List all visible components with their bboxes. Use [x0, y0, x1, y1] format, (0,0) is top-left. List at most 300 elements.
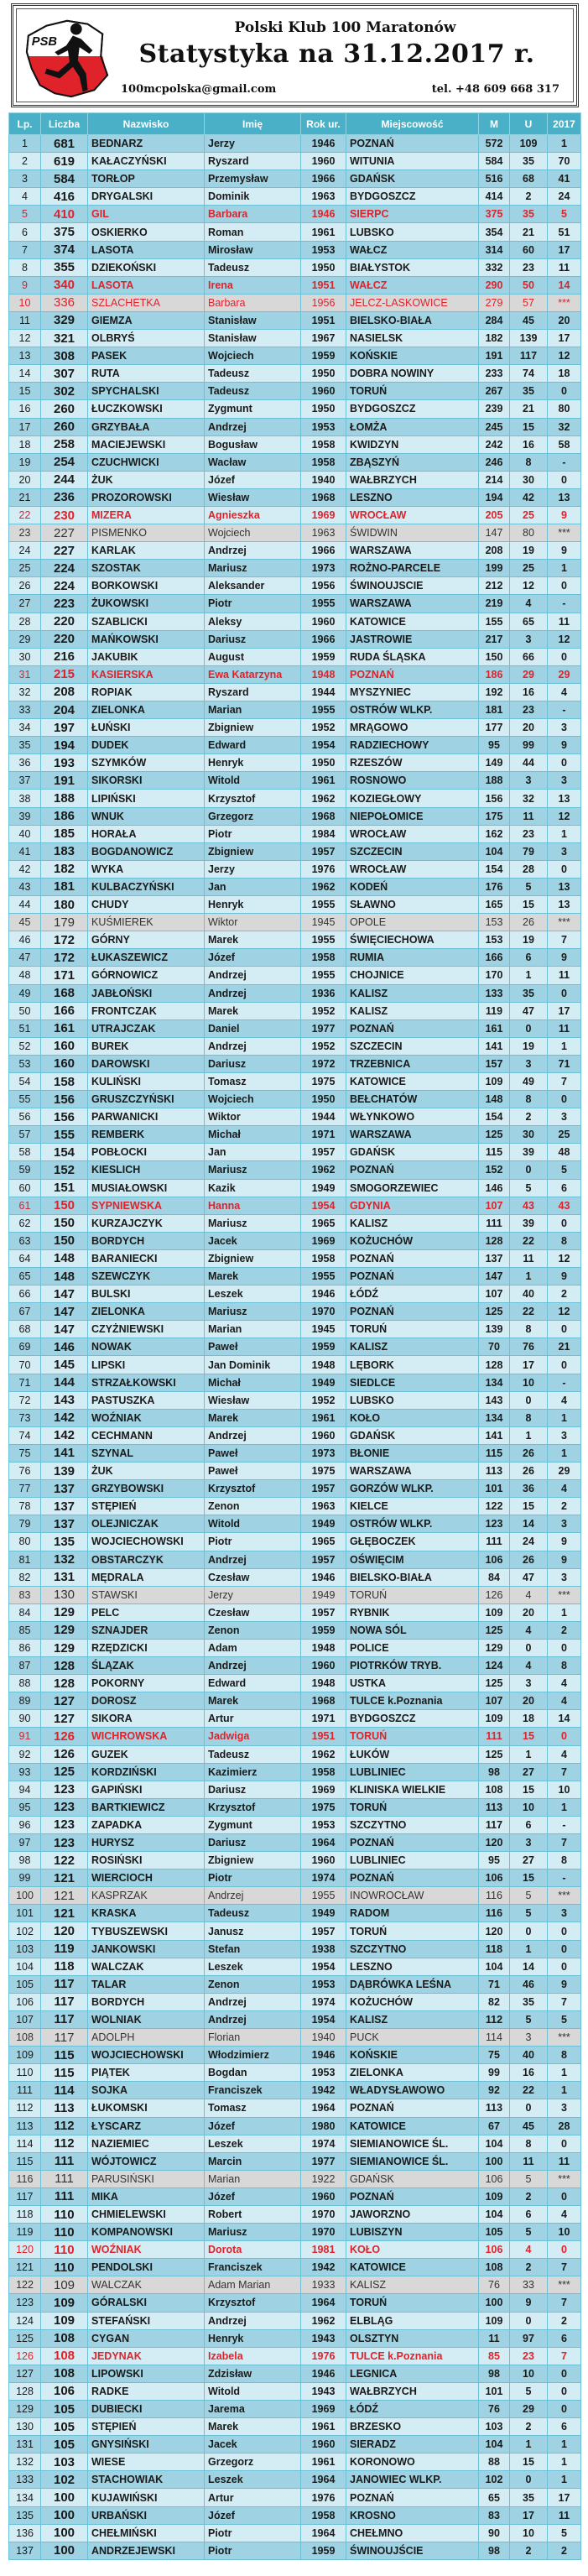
row-lp: 29 [9, 630, 41, 648]
row-u: 10 [510, 2524, 548, 2542]
row-surname: RADKE [88, 2382, 205, 2400]
row-count: 142 [41, 1409, 88, 1426]
row-m: 125 [479, 1675, 510, 1692]
row-city: KOŁO [346, 1409, 479, 1426]
row-count: 144 [41, 1374, 88, 1391]
row-lp: 12 [9, 330, 41, 347]
row-city: KATOWICE [346, 1072, 479, 1090]
row-lp: 89 [9, 1692, 41, 1710]
row-surname: BUREK [88, 1037, 205, 1055]
row-lp: 98 [9, 1852, 41, 1869]
row-surname: BORDYCH [88, 1993, 205, 2010]
row-lp: 11 [9, 311, 41, 329]
row-birth-year: 1942 [301, 2082, 346, 2099]
row-m: 109 [479, 1710, 510, 1728]
row-count: 135 [41, 1533, 88, 1551]
row-surname: NAZIEMIEC [88, 2135, 205, 2152]
row-m: 75 [479, 2047, 510, 2064]
row-surname: WYKA [88, 860, 205, 878]
row-2017: 10 [548, 2224, 581, 2241]
row-m: 102 [479, 2471, 510, 2489]
row-m: 414 [479, 188, 510, 206]
row-firstname: Dominik [205, 188, 301, 206]
table-row [9, 1249, 581, 1267]
row-m: 115 [479, 1444, 510, 1462]
row-surname: GÓRNOWICZ [88, 967, 205, 984]
table-row [9, 153, 581, 170]
svg-text:PSB: PSB [31, 35, 58, 50]
row-surname: ZAPADKA [88, 1816, 205, 1833]
row-surname: LASOTA [88, 241, 205, 258]
row-count: 128 [41, 1675, 88, 1692]
row-count: 193 [41, 754, 88, 772]
row-m: 100 [479, 2152, 510, 2170]
row-surname: NOWAK [88, 1338, 205, 1356]
row-firstname: Marek [205, 1409, 301, 1426]
row-birth-year: 1958 [301, 453, 346, 471]
table-row [9, 2099, 581, 2117]
row-count: 375 [41, 223, 88, 241]
table-row [9, 1639, 581, 1656]
row-city: MYSZYNIEC [346, 683, 479, 701]
row-city: TORUŃ [346, 1922, 479, 1940]
row-city: LESZNO [346, 488, 479, 506]
row-u: 5 [510, 1179, 548, 1197]
row-city: SŁAWNO [346, 896, 479, 914]
row-surname: KULBACZYŃSKI [88, 878, 205, 895]
row-birth-year: 1970 [301, 1303, 346, 1321]
row-count: 220 [41, 630, 88, 648]
row-surname: GRUSZCZYŃSKI [88, 1091, 205, 1108]
row-2017: 0 [548, 1356, 581, 1374]
row-city: LUBSKO [346, 223, 479, 241]
row-2017: *** [548, 1887, 581, 1905]
table-row [9, 1922, 581, 1940]
row-birth-year: 1946 [301, 1568, 346, 1586]
row-city: RYBNIK [346, 1603, 479, 1621]
table-row [9, 772, 581, 790]
row-2017: 13 [548, 878, 581, 895]
row-city: POZNAŃ [346, 2099, 479, 2117]
row-u: 40 [510, 1285, 548, 1303]
table-row [9, 665, 581, 683]
row-2017: 1 [548, 2436, 581, 2453]
row-city: TORUŃ [346, 2294, 479, 2312]
row-u: 20 [510, 719, 548, 737]
col-header-surname: Nazwisko [88, 113, 205, 135]
row-2017: 5 [548, 2010, 581, 2028]
row-u: 0 [510, 2471, 548, 2489]
row-firstname: Mariusz [205, 2224, 301, 2241]
row-count: 126 [41, 1728, 88, 1745]
table-row [9, 1675, 581, 1692]
row-surname: WIESE [88, 2453, 205, 2471]
row-m: 134 [479, 1409, 510, 1426]
row-firstname: Zbigniew [205, 1249, 301, 1267]
row-lp: 115 [9, 2152, 41, 2170]
row-2017: 9 [548, 1975, 581, 1993]
row-firstname: Zbigniew [205, 719, 301, 737]
row-m: 103 [479, 2418, 510, 2436]
row-m: 153 [479, 914, 510, 931]
row-firstname: Leszek [205, 1285, 301, 1303]
row-birth-year: 1969 [301, 1232, 346, 1249]
row-birth-year: 1940 [301, 471, 346, 488]
row-surname: SPYCHALSKI [88, 383, 205, 400]
row-city: TRZEBNICA [346, 1055, 479, 1072]
row-birth-year: 1944 [301, 683, 346, 701]
row-2017: 1 [548, 2082, 581, 2099]
row-m: 279 [479, 294, 510, 311]
row-surname: ANDRZEJEWSKI [88, 2542, 205, 2559]
row-2017: 3 [548, 1108, 581, 1126]
table-row [9, 914, 581, 931]
table-row [9, 1852, 581, 1869]
row-city: KALISZ [346, 1002, 479, 1019]
row-u: 5 [510, 1887, 548, 1905]
row-lp: 14 [9, 365, 41, 383]
row-2017: 8 [548, 2047, 581, 2064]
row-count: 681 [41, 135, 88, 153]
table-row [9, 1108, 581, 1126]
table-row [9, 524, 581, 542]
row-firstname: Zbigniew [205, 1852, 301, 1869]
row-m: 186 [479, 665, 510, 683]
row-2017: 3 [548, 842, 581, 860]
row-m: 375 [479, 206, 510, 223]
row-2017: 1 [548, 1444, 581, 1462]
row-firstname: Przemysław [205, 170, 301, 188]
row-u: 15 [510, 1728, 548, 1745]
row-m: 147 [479, 524, 510, 542]
row-2017: 29 [548, 1463, 581, 1480]
row-u: 4 [510, 595, 548, 613]
row-birth-year: 1957 [301, 1144, 346, 1161]
row-city: TULCE k.Poznania [346, 2347, 479, 2365]
row-lp: 122 [9, 2276, 41, 2294]
row-m: 332 [479, 258, 510, 276]
row-2017: 6 [548, 2418, 581, 2436]
row-2017: - [548, 701, 581, 719]
row-u: 5 [510, 2224, 548, 2241]
row-2017: 0 [548, 754, 581, 772]
table-row [9, 1232, 581, 1249]
row-birth-year: 1958 [301, 1249, 346, 1267]
row-count: 110 [41, 2241, 88, 2259]
table-row [9, 1975, 581, 1993]
row-m: 176 [479, 878, 510, 895]
row-u: 16 [510, 435, 548, 453]
table-row [9, 170, 581, 188]
row-m: 106 [479, 2170, 510, 2188]
row-m: 111 [479, 1214, 510, 1232]
table-row [9, 223, 581, 241]
row-u: 12 [510, 577, 548, 595]
row-firstname: Witold [205, 1515, 301, 1533]
row-u: 1 [510, 1940, 548, 1958]
row-firstname: Bogdan [205, 2064, 301, 2082]
row-m: 104 [479, 1958, 510, 1975]
row-m: 111 [479, 1533, 510, 1551]
row-surname: KOMPANOWSKI [88, 2224, 205, 2241]
row-u: 3 [510, 1675, 548, 1692]
row-firstname: Robert [205, 2205, 301, 2223]
row-u: 11 [510, 2152, 548, 2170]
row-surname: STEFAŃSKI [88, 2312, 205, 2329]
header-banner [11, 3, 579, 107]
row-lp: 113 [9, 2117, 41, 2135]
row-2017: 7 [548, 1763, 581, 1781]
row-firstname: Piotr [205, 2524, 301, 2542]
row-count: 121 [41, 1887, 88, 1905]
contact-email[interactable]: 100mcpolska@gmail.com [121, 83, 277, 96]
row-surname: LIPIŃSKI [88, 790, 205, 807]
row-birth-year: 1949 [301, 1374, 346, 1391]
row-birth-year: 1960 [301, 383, 346, 400]
row-lp: 1 [9, 135, 41, 153]
row-surname: DOROSZ [88, 1692, 205, 1710]
row-u: 2 [510, 2542, 548, 2559]
row-lp: 84 [9, 1603, 41, 1621]
row-u: 35 [510, 984, 548, 1002]
row-birth-year: 1973 [301, 1444, 346, 1462]
row-m: 109 [479, 2312, 510, 2329]
row-firstname: Krzysztof [205, 1798, 301, 1816]
row-2017: 51 [548, 223, 581, 241]
row-m: 95 [479, 1852, 510, 1869]
row-count: 128 [41, 1657, 88, 1675]
row-2017: 3 [548, 1905, 581, 1922]
row-lp: 51 [9, 1019, 41, 1037]
row-m: 150 [479, 648, 510, 665]
row-count: 336 [41, 294, 88, 311]
row-count: 185 [41, 825, 88, 842]
row-firstname: Marek [205, 1692, 301, 1710]
row-surname: BORKOWSKI [88, 577, 205, 595]
row-m: 70 [479, 1338, 510, 1356]
row-firstname: Edward [205, 1675, 301, 1692]
row-city: BRZESKO [346, 2418, 479, 2436]
table-row [9, 2453, 581, 2471]
row-u: 4 [510, 1621, 548, 1639]
table-row [9, 2188, 581, 2205]
row-count: 105 [41, 2436, 88, 2453]
row-lp: 49 [9, 984, 41, 1002]
row-lp: 114 [9, 2135, 41, 2152]
row-city: ŚWINOUJSCIE [346, 577, 479, 595]
row-count: 258 [41, 435, 88, 453]
row-u: 39 [510, 1214, 548, 1232]
row-u: 14 [510, 1958, 548, 1975]
row-u: 10 [510, 1374, 548, 1391]
row-count: 117 [41, 1993, 88, 2010]
table-row [9, 1869, 581, 1887]
row-surname: GUZEK [88, 1745, 205, 1763]
row-lp: 125 [9, 2329, 41, 2347]
row-city: KALISZ [346, 2010, 479, 2028]
row-lp: 45 [9, 914, 41, 931]
row-birth-year: 1962 [301, 1161, 346, 1179]
row-birth-year: 1954 [301, 2010, 346, 2028]
row-firstname: Paweł [205, 1463, 301, 1480]
row-m: 181 [479, 701, 510, 719]
row-birth-year: 1948 [301, 665, 346, 683]
row-u: 26 [510, 914, 548, 931]
row-m: 109 [479, 1072, 510, 1090]
table-row [9, 737, 581, 754]
table-row [9, 1019, 581, 1037]
table-row [9, 294, 581, 311]
row-count: 148 [41, 1249, 88, 1267]
row-city: GORZÓW WLKP. [346, 1480, 479, 1498]
row-city: KALISZ [346, 1338, 479, 1356]
row-firstname: Jan [205, 1144, 301, 1161]
row-lp: 27 [9, 595, 41, 613]
row-city: BEŁCHATÓW [346, 1091, 479, 1108]
row-u: 79 [510, 842, 548, 860]
row-count: 260 [41, 418, 88, 435]
row-count: 100 [41, 2524, 88, 2542]
row-city: INOWROCŁAW [346, 1887, 479, 1905]
row-count: 126 [41, 1745, 88, 1763]
row-m: 100 [479, 2294, 510, 2312]
row-birth-year: 1970 [301, 2205, 346, 2223]
row-u: 33 [510, 2276, 548, 2294]
table-row [9, 2489, 581, 2506]
row-count: 110 [41, 2224, 88, 2241]
row-city: LESZNO [346, 1958, 479, 1975]
row-count: 188 [41, 790, 88, 807]
row-lp: 91 [9, 1728, 41, 1745]
col-header-firstname: Imię [205, 113, 301, 135]
row-city: OSTRÓW WLKP. [346, 701, 479, 719]
row-u: 80 [510, 524, 548, 542]
row-birth-year: 1966 [301, 170, 346, 188]
row-m: 88 [479, 2453, 510, 2471]
row-city: PUCK [346, 2029, 479, 2047]
row-city: ŁOMŻA [346, 418, 479, 435]
row-surname: PENDOLSKI [88, 2259, 205, 2276]
row-count: 115 [41, 2064, 88, 2082]
row-firstname: Zenon [205, 1621, 301, 1639]
statistics-table [8, 112, 581, 2560]
row-surname: ŻUK [88, 1463, 205, 1480]
row-firstname: Piotr [205, 1869, 301, 1887]
table-row [9, 1533, 581, 1551]
row-surname: PARWANICKI [88, 1108, 205, 1126]
row-firstname: Stanisław [205, 311, 301, 329]
row-count: 123 [41, 1816, 88, 1833]
row-u: 99 [510, 737, 548, 754]
row-lp: 19 [9, 453, 41, 471]
row-u: 19 [510, 542, 548, 560]
table-row [9, 2276, 581, 2294]
row-firstname: Jacek [205, 1232, 301, 1249]
row-city: GDAŃSK [346, 1144, 479, 1161]
table-row [9, 790, 581, 807]
row-surname: PISMENKO [88, 524, 205, 542]
row-surname: TORŁOP [88, 170, 205, 188]
table-row [9, 560, 581, 577]
row-u: 16 [510, 2064, 548, 2082]
row-birth-year: 1954 [301, 737, 346, 754]
row-lp: 123 [9, 2294, 41, 2312]
row-birth-year: 1936 [301, 984, 346, 1002]
table-row [9, 1002, 581, 1019]
table-row [9, 1657, 581, 1675]
row-count: 160 [41, 1055, 88, 1072]
row-m: 107 [479, 1285, 510, 1303]
row-m: 233 [479, 365, 510, 383]
row-2017: 4 [548, 683, 581, 701]
row-u: 4 [510, 2241, 548, 2259]
row-u: 39 [510, 1144, 548, 1161]
row-count: 109 [41, 2294, 88, 2312]
row-m: 123 [479, 1515, 510, 1533]
row-surname: MACIEJEWSKI [88, 435, 205, 453]
row-m: 125 [479, 1745, 510, 1763]
row-u: 30 [510, 1126, 548, 1144]
row-surname: SOJKA [88, 2082, 205, 2099]
row-birth-year: 1968 [301, 807, 346, 825]
table-row [9, 931, 581, 949]
row-lp: 62 [9, 1214, 41, 1232]
row-u: 21 [510, 400, 548, 418]
row-birth-year: 1950 [301, 1091, 346, 1108]
row-lp: 97 [9, 1834, 41, 1852]
row-city: KOŻUCHÓW [346, 1993, 479, 2010]
row-count: 161 [41, 1019, 88, 1037]
row-u: 10 [510, 1798, 548, 1816]
row-birth-year: 1957 [301, 1551, 346, 1568]
row-m: 188 [479, 772, 510, 790]
row-lp: 103 [9, 1940, 41, 1958]
table-row [9, 1480, 581, 1498]
row-u: 1 [510, 1268, 548, 1285]
row-u: 0 [510, 1391, 548, 1409]
row-surname: JAKUBIK [88, 648, 205, 665]
row-m: 115 [479, 1144, 510, 1161]
row-u: 50 [510, 276, 548, 294]
table-row [9, 1621, 581, 1639]
row-firstname: Jerzy [205, 135, 301, 153]
row-city: WROCŁAW [346, 860, 479, 878]
row-surname: PIĄTEK [88, 2064, 205, 2082]
row-count: 109 [41, 2312, 88, 2329]
row-count: 254 [41, 453, 88, 471]
row-u: 3 [510, 772, 548, 790]
row-2017: 28 [548, 2117, 581, 2135]
row-birth-year: 1976 [301, 2489, 346, 2506]
row-count: 111 [41, 2152, 88, 2170]
row-birth-year: 1946 [301, 1285, 346, 1303]
row-city: KORONOWO [346, 2453, 479, 2471]
row-firstname: Wiktor [205, 1108, 301, 1126]
row-firstname: Marek [205, 1002, 301, 1019]
row-2017: 1 [548, 1603, 581, 1621]
row-birth-year: 1951 [301, 1728, 346, 1745]
row-city: USTKA [346, 1675, 479, 1692]
row-birth-year: 1946 [301, 206, 346, 223]
row-m: 104 [479, 842, 510, 860]
row-m: 148 [479, 1091, 510, 1108]
row-firstname: Tadeusz [205, 365, 301, 383]
row-m: 147 [479, 1268, 510, 1285]
row-lp: 16 [9, 400, 41, 418]
row-2017: - [548, 1869, 581, 1887]
row-u: 40 [510, 2047, 548, 2064]
row-count: 137 [41, 1498, 88, 1515]
